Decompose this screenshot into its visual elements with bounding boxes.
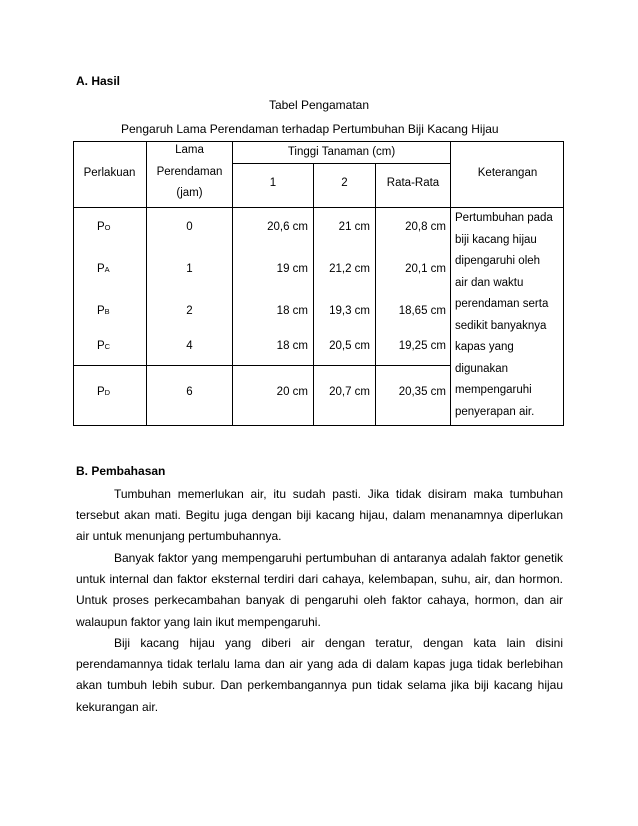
keterangan-line: penyerapan air. — [455, 405, 535, 418]
perlakuan-subscript: D — [104, 388, 111, 397]
row-rata-rata: 18,65 cm — [398, 305, 446, 317]
section-a-title: A. Hasil — [76, 74, 121, 88]
perlakuan-subscript: A — [104, 265, 110, 274]
keterangan-line: dipengaruhi oleh — [455, 255, 541, 267]
keterangan-line: biji kacang hijau — [455, 233, 537, 246]
keterangan-line: sedikit banyaknya — [455, 319, 547, 332]
row-lama-perendaman: 1 — [186, 263, 193, 275]
row-perlakuan — [97, 221, 111, 233]
header-keterangan: Keterangan — [477, 167, 538, 179]
row-lama-perendaman: 4 — [186, 340, 193, 352]
perlakuan-letter: P — [97, 340, 105, 352]
header-col-2: 2 — [341, 177, 348, 189]
paragraph-1: Tumbuhan memerlukan air, itu sudah pasti. Jika tidak disiram maka tumbuhan tersebut akan mati. Begitu juga dengan biji kacang hijau, dalam menanamnya diperlukan air untuk menunjang pertumbuhannya. — [76, 487, 563, 544]
row-tinggi-1: 19 cm — [276, 263, 308, 275]
section-b-title: B. Pembahasan — [76, 464, 166, 478]
row-tinggi-1: 18 cm — [276, 340, 308, 352]
table-caption-subtitle: Pengaruh Lama Perendaman terhadap Pertumbuhan Biji Kacang Hijau — [121, 122, 499, 136]
row-tinggi-2: 20,5 cm — [329, 340, 370, 352]
perlakuan-letter: P — [97, 386, 105, 398]
row-rata-rata: 20,1 cm — [405, 263, 446, 275]
row-lama-perendaman: 0 — [186, 221, 193, 233]
row-tinggi-2: 21,2 cm — [329, 263, 370, 275]
keterangan-line: air dan waktu — [455, 276, 524, 289]
perlakuan-letter: P — [97, 263, 105, 275]
row-tinggi-1: 18 cm — [276, 305, 308, 317]
header-col-1: 1 — [269, 177, 277, 189]
row-perlakuan — [97, 340, 110, 352]
row-tinggi-2: 20,7 cm — [329, 386, 370, 398]
row-rata-rata: 20,35 cm — [398, 386, 446, 398]
observation-table — [73, 141, 564, 426]
paragraph-3: Biji kacang hijau yang diberi air dengan teratur, dengan kata lain disini perendamannya tidak terlalu lama dan air yang ada di dalam kapas juga tidak berlebihan akan tumbuh lebih subur. Dan perkembangannya pun tidak selama jika biji kacang hijau kekurangan air. — [76, 636, 563, 714]
header-lama-3: (jam) — [176, 187, 203, 199]
keterangan-line: mempengaruhi — [455, 384, 532, 396]
header-lama-2: Perendaman — [156, 166, 223, 178]
paragraph-2: Banyak faktor yang mempengaruhi pertumbuhan di antaranya adalah faktor genetik untuk internal dan faktor eksternal terdiri dari cahaya, kelembapan, suhu, air, dan hormon. Untuk proses perkecambahan banyak di pengaruhi oleh faktor cahaya, hormon, dan air walaupun faktor yang lain ikut mempengaruhi. — [76, 551, 563, 629]
perlakuan-subscript: B — [104, 307, 110, 316]
row-tinggi-2: 21 cm — [338, 221, 370, 233]
row-rata-rata: 20,8 cm — [405, 221, 446, 233]
row-lama-perendaman: 6 — [186, 386, 193, 398]
row-lama-perendaman: 2 — [186, 305, 193, 317]
keterangan-line: kapas yang — [455, 341, 514, 353]
header-rata-rata: Rata-Rata — [386, 177, 440, 189]
perlakuan-subscript: C — [104, 342, 111, 351]
table-caption-title: Tabel Pengamatan — [268, 98, 370, 112]
row-tinggi-2: 19,3 cm — [329, 305, 370, 317]
row-tinggi-1: 20 cm — [276, 386, 308, 398]
row-perlakuan — [97, 386, 110, 398]
keterangan-cell — [451, 207, 565, 423]
keterangan-line: Pertumbuhan pada — [455, 212, 553, 224]
row-rata-rata: 19,25 cm — [398, 340, 446, 352]
keterangan-line: perendaman serta — [455, 298, 549, 310]
row-tinggi-1: 20,6 cm — [267, 221, 308, 233]
perlakuan-letter: P — [97, 305, 105, 317]
keterangan-line: digunakan — [455, 362, 509, 375]
row-perlakuan — [97, 305, 110, 317]
perlakuan-letter: P — [97, 221, 105, 233]
row-perlakuan — [97, 263, 110, 275]
header-perlakuan: Perlakuan — [83, 167, 136, 179]
header-tinggi-tanaman: Tinggi Tanaman (cm) — [287, 146, 396, 158]
header-lama-1: Lama — [175, 144, 204, 156]
perlakuan-subscript: O — [104, 223, 111, 232]
